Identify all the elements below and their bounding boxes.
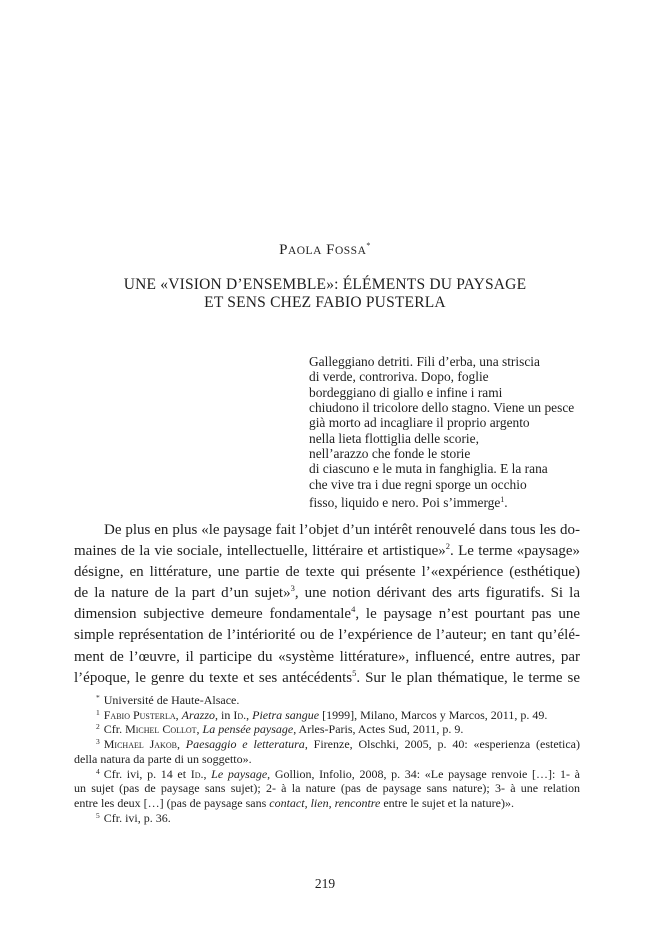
poem-line: di verde, controriva. Dopo, foglie (309, 369, 489, 385)
footnote-ref[interactable]: 4 (351, 604, 356, 615)
footnote-text: , Gollion, Infolio, 2008, p. 34: «Le paysage renvoie […]: 1- à (267, 766, 581, 781)
footnote-text: , Firenze, Olschki, 2005, p. 40: «esperienza (estetica) (304, 737, 580, 752)
poem-line: Galleggiano detriti. Fili d’erba, una striscia (309, 354, 540, 369)
poem-line: nella lieta flottiglia delle scorie, (309, 430, 479, 446)
body-text-run: de la nature de la part d’un sujet» (74, 585, 291, 602)
footnote-text: un sujet (pas de paysage sans sujet); 2- à la nature (pas de paysage sans nature); 3- à une relation (74, 781, 580, 796)
footnote-author: Id (190, 766, 201, 781)
poem-line: nell’arazzo che fonde le storie (309, 446, 471, 462)
title-line-2: ET SENS CHEZ FABIO PUSTERLA (204, 294, 446, 311)
footnote-affiliation (74, 693, 580, 708)
author-first-name-rest: AOLA (287, 245, 322, 257)
footnote-text: ., (243, 707, 253, 722)
author-initial: F (326, 242, 335, 258)
footnote-text: Cfr. ivi, p. 36. (103, 810, 171, 825)
body-text-run: De plus en plus «le paysage fait l’objet d’un intérêt renouvelé dans tous les do- (104, 522, 580, 538)
body-text-run: , une notion dérivant des arts figuratifs. Si la (294, 585, 580, 602)
footnote-ref[interactable]: 5 (352, 667, 357, 678)
footnote-3 (74, 737, 580, 752)
footnote-4-continued (74, 796, 580, 811)
body-text-run: dimension subjective demeure fondamentale (74, 606, 352, 623)
footnote-author: Michel Collot (125, 722, 197, 737)
footnote-text: entre les deux […] (pas de paysage sans (74, 795, 270, 810)
footnote-ref[interactable]: 2 (445, 541, 451, 552)
body-text-run: . Le terme «paysage» (450, 543, 580, 560)
footnote-1 (74, 708, 580, 723)
body-text-run: . Sur le plan thématique, le terme se (356, 669, 580, 686)
body-text-run: désigne, en littérature, une partie de texte qui présente l’«expérience (esthétique) (74, 564, 580, 581)
footnote-text: , (196, 722, 203, 737)
footnote-text: Cfr. (103, 722, 126, 737)
author-initial: P (279, 242, 288, 258)
footnote-work-title: Paesaggio e letteratura (185, 737, 305, 752)
author-last-name-rest: OSSA (334, 245, 367, 257)
footnote-text: , Arles-Paris, Actes Sud, 2011, p. 9. (293, 722, 464, 737)
footnote-work-title: Arazzo (181, 707, 215, 722)
poem-last-line-text: fisso, liquido e nero. Poi s’immerge (309, 495, 501, 511)
body-line (74, 604, 580, 625)
footnote-work-title: Le paysage (211, 766, 268, 781)
body-text-run: simple représentation de l’intériorité ou de l’expérience de l’auteur; en tant qu’élé- (74, 627, 580, 644)
footnote-text: della natura da parte di un soggetto». (74, 751, 252, 766)
footnote-5 (74, 811, 580, 826)
footnote-ref[interactable]: 3 (290, 583, 295, 594)
footnote-number: 3 (96, 737, 100, 747)
footnote-number: * (96, 693, 100, 702)
poem-line: chiudono il tricolore dello stagno. Viene un pesce (309, 400, 575, 416)
author-name (0, 241, 650, 259)
footnote-text: [1999], Milano, Marcos y Marcos, 2011, p. 49. (319, 707, 548, 722)
footnote-number: 1 (96, 707, 100, 717)
body-line (74, 668, 580, 689)
body-text-run: l’époque, le genre du texte et ses antécédents (74, 669, 353, 686)
body-line (74, 647, 580, 668)
poem-line: che vive tra i due regni sporge un occhio (309, 476, 527, 492)
footnote-work-title: La pensée paysage (202, 722, 294, 737)
title-line-1: UNE «VISION D’ENSEMBLE»: ÉLÉMENTS DU PAYSAGE (123, 276, 527, 293)
footnote-emphasis: contact, lien, rencontre (269, 795, 381, 810)
article-title (80, 276, 570, 312)
epigraph-poem (309, 354, 574, 510)
footnote-author: Fabio Pusterla (103, 707, 176, 722)
footnote-text: Université de Haute-Alsace. (103, 693, 240, 707)
footnote-text: , (175, 707, 182, 722)
footnote-number: 2 (96, 722, 100, 732)
poem-line: di ciascuno e le muta in fanghiglia. E la rana (309, 461, 548, 477)
footnote-author: Michael Jakob (103, 737, 177, 752)
footnote-ref[interactable]: 1 (500, 495, 505, 505)
author-footnote-mark: * (366, 241, 371, 250)
footnote-number: 4 (96, 766, 100, 776)
poem-line: bordeggiano di giallo e infine i rami (309, 384, 503, 400)
body-line (74, 625, 580, 646)
page-number: 219 (314, 876, 336, 891)
footnote-2 (74, 722, 580, 737)
body-line (74, 562, 580, 583)
body-line (74, 541, 580, 562)
body-line (74, 520, 580, 541)
body-paragraph (74, 520, 580, 689)
footnote-text: Cfr. ivi, p. 14 et (103, 766, 191, 781)
footnote-number: 5 (96, 810, 100, 820)
footnote-4 (74, 767, 580, 782)
body-line (74, 583, 580, 604)
footnotes (74, 693, 580, 825)
footnote-text: , in (215, 707, 234, 722)
footnote-text: entre le sujet et la nature)». (380, 795, 514, 810)
footnote-work-title: Pietra sangue (252, 707, 320, 722)
footnote-text: , (176, 737, 186, 752)
body-text-run: , le paysage n’est pourtant pas une (355, 606, 581, 623)
body-text-run: ment de l’œuvre, il participe du «système littérature», influencé, entre autres, par (74, 648, 580, 665)
footnote-3-continued (74, 752, 580, 767)
body-text-run: maines de la vie sociale, intellectuelle, littéraire et artistique» (74, 543, 446, 560)
footnote-text: ., (200, 766, 212, 781)
poem-line: fisso, liquido e nero. Poi s’immerge$^1$. (309, 495, 508, 511)
footnote-4-continued (74, 781, 580, 796)
poem-line: già morto ad incagliare il proprio argento (309, 415, 530, 431)
footnote-author: Id (233, 707, 244, 722)
